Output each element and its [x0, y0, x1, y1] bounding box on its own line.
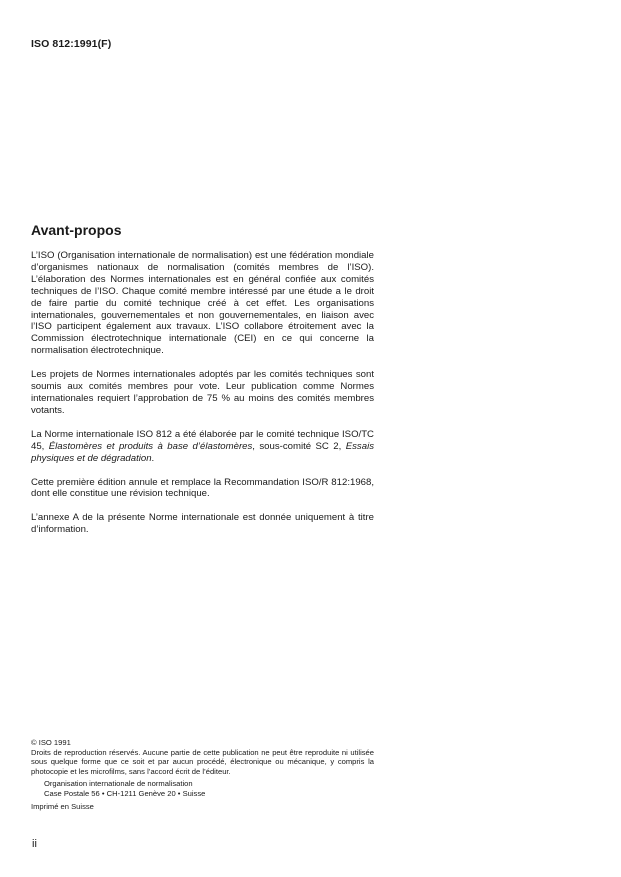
- publisher-postal-address: Case Postale 56 • CH-1211 Genève 20 • Suisse: [44, 788, 206, 798]
- committee-name-italic: Élastomères et produits à base d’élastomères: [48, 440, 253, 452]
- paragraph-draft-standards: Les projets de Normes internationales adoptés par les comités techniques sont soumis aux comités membres pour vote. Leur publication comme Normes internationales requiert l’approbation de 75 % au moins des comités membres votants.: [31, 369, 374, 416]
- foreword-body: [31, 250, 374, 547]
- section-title: Avant-propos: [31, 222, 122, 238]
- page-number: ii: [32, 838, 37, 850]
- paragraph-iso-description: L’ISO (Organisation internationale de normalisation) est une fédération mondiale d’organismes nationaux de normalisation (comités membres de l’ISO). L’élaboration des Normes internationales est en général confiée aux comités techniques de l’ISO. Chaque comité membre intéressé par une étude a le droit de faire partie du comité technique créé à cet effet. Les organisations internationales, gouvernementales et non gouvernementales, en liaison avec l’ISO participent également aux travaux. L’ISO collabore étroitement avec la Commission électrotechnique internationale (CEI) en ce qui concerne la normalisation électrotechnique.: [31, 250, 374, 357]
- document-header-code: ISO 812:1991(F): [31, 38, 112, 50]
- paragraph-edition: Cette première édition annule et remplace la Recommandation ISO/R 812:1968, dont elle constitue une révision technique.: [31, 476, 374, 500]
- committee-text-middle: , sous-comité SC 2,: [252, 440, 346, 452]
- publisher-address: [44, 779, 374, 798]
- copyright-block: [31, 738, 374, 812]
- committee-text-start: La Norme internationale ISO 812 a été élaborée par le comité technique ISO/TC 45,: [31, 428, 374, 452]
- paragraph-committee: [31, 429, 374, 465]
- subcommittee-name-italic: Essais physiques et de dégradation: [31, 440, 374, 464]
- paragraph-annex: L’annexe A de la présente Norme internationale est donnée uniquement à titre d’information.: [31, 512, 374, 536]
- copyright-notice: © ISO 1991: [31, 738, 71, 747]
- copyright-rights: Droits de reproduction réservés. Aucune partie de cette publication ne peut être reproduite ni utilisée sous quelque forme que ce soit et par aucun procédé, électronique ou mécanique, y compris la photocopie et les microfilms, sans l’accord écrit de l’éditeur.: [31, 747, 374, 776]
- printed-in: Imprimé en Suisse: [31, 802, 94, 811]
- committee-text-end: .: [151, 452, 155, 464]
- publisher-organization: Organisation internationale de normalisation: [44, 779, 193, 788]
